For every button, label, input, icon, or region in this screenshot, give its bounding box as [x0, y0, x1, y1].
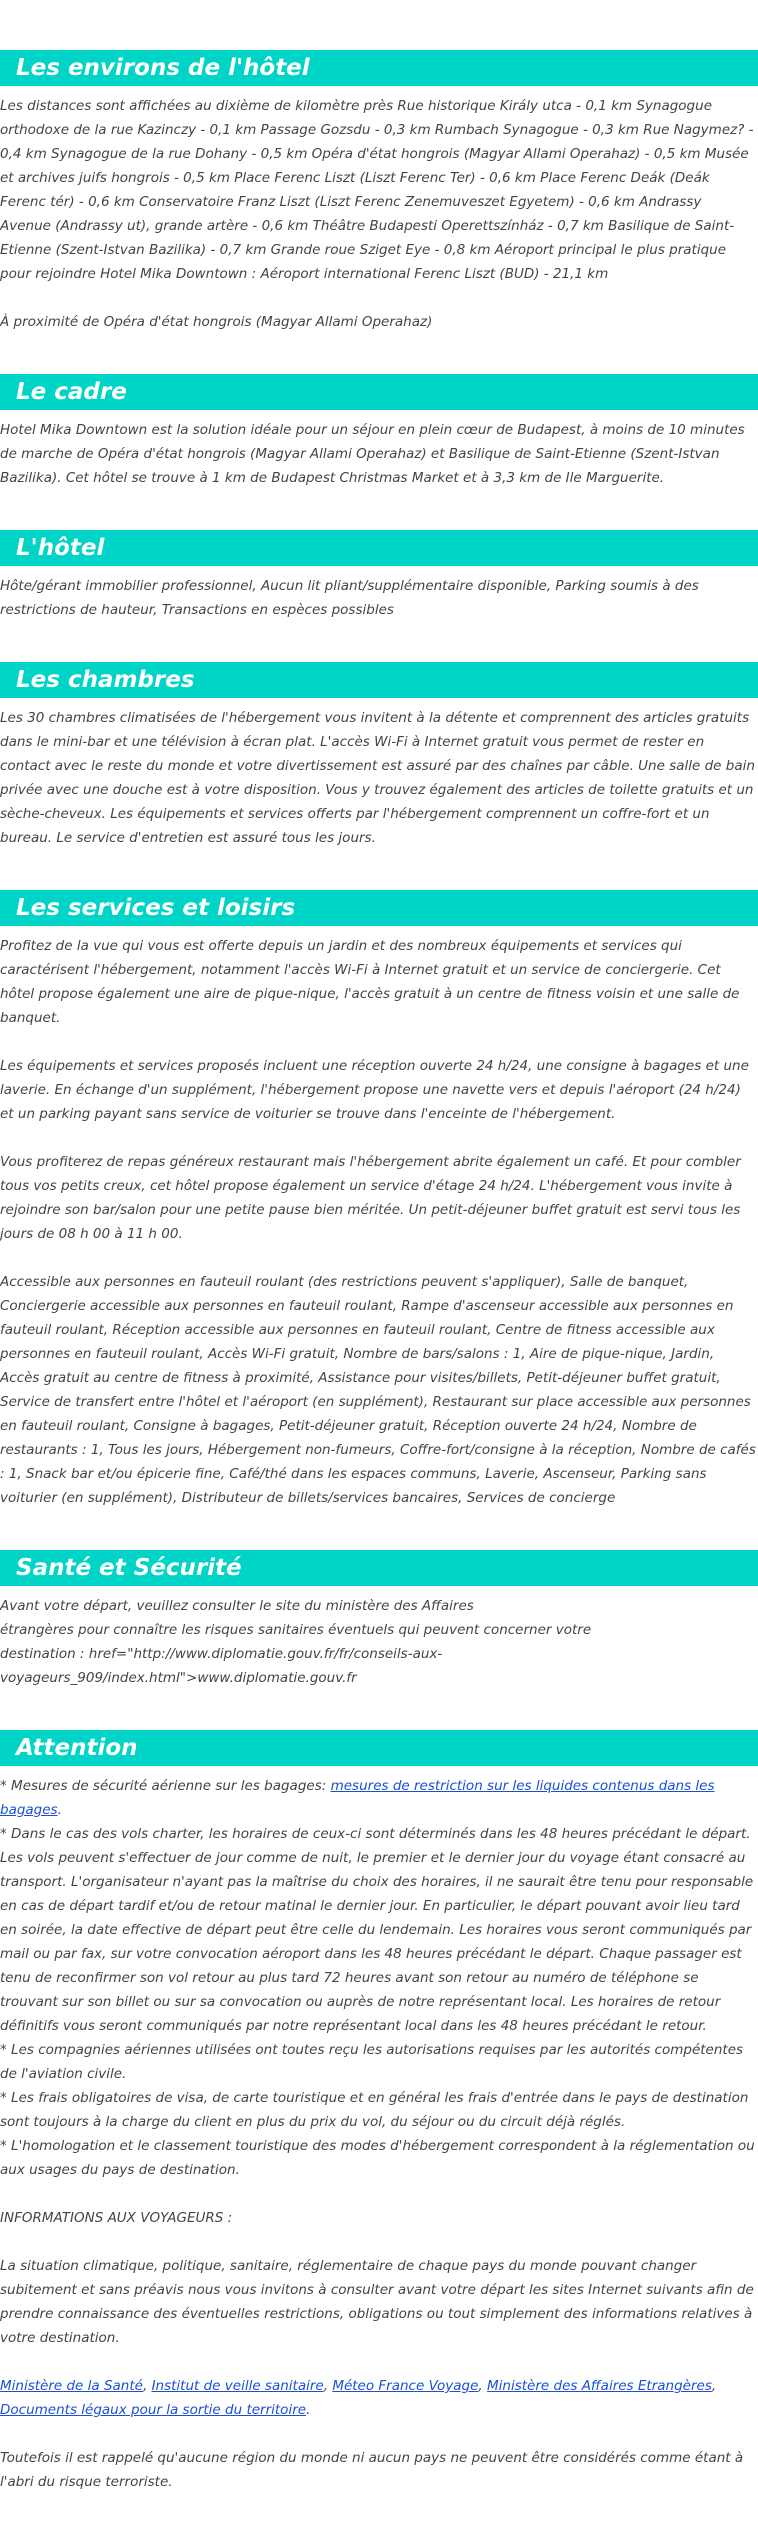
section-environs: [0, 50, 758, 334]
attention-bullet-visa: * Les frais obligatoires de visa, de carte touristique et en général les frais d'entrée dans le pays de destination sont toujours à la charge du client en plus du prix du vol, du séjour ou du circuit déjà réglés.: [0, 2090, 749, 2130]
link-ministere-sante[interactable]: Ministère de la Santé: [0, 2378, 143, 2394]
terrorism-notice: Toutefois il est rappelé qu'aucune région du monde ni aucun pays ne peuvent être considérés comme étant à l'abri du risque terroriste.: [0, 2450, 744, 2490]
section-services: [0, 890, 758, 1510]
environs-proximity-text: À proximité de Opéra d'état hongrois (Magyar Allami Operahaz): [0, 314, 433, 330]
services-text-1: Profitez de la vue qui vous est offerte depuis un jardin et des nombreux équipements et services qui caractérisent l'hébergement, notamment l'accès Wi-Fi à Internet gratuit et un service de conciergerie. Cet hôtel propose également une aire de pique-nique, l'accès gratuit à un centre de fitness voisin et une salle de banquet.: [0, 938, 740, 1026]
attention-bullet-homologation: * L'homologation et le classement touristique des modes d'hébergement correspondent à la réglementation ou aux usages du pays de destination.: [0, 2138, 755, 2178]
info-voyageurs-title: INFORMATIONS AUX VOYAGEURS :: [0, 2210, 233, 2226]
section-attention: [0, 1730, 758, 2494]
attention-bullet-charter: * Dans le cas des vols charter, les horaires de ceux-ci sont déterminés dans les 48 heures précédant le départ. Les vols peuvent s'effectuer de jour comme de nuit, le premier et le dernier jour du voyage étant consacré au transport. L'organisateur n'ayant pas la maîtrise du choix des horaires, il ne saurait être tenu pour responsable en cas de départ tardif et/ou de retour matinal le dernier jour. En particulier, le départ pouvant avoir lieu tard en soirée, la date effective de départ peut être celle du lendemain. Les horaires vous seront communiqués par mail ou par fax, sur votre convocation aéroport dans les 48 heures précédant le départ. Chaque passager est tenu de reconfirmer son vol retour au plus tard 72 heures avant son retour au numéro de téléphone se trouvant sur son billet ou sur sa convocation ou auprès de notre représentant local. Les horaires de retour définitifs vous seront communiqués par notre représentant local dans les 48 heures précédant le retour.: [0, 1826, 754, 2034]
link-institut-veille[interactable]: Institut de veille sanitaire: [151, 2378, 324, 2394]
section-title-sante: Santé et Sécurité: [0, 1550, 758, 1586]
liquids-restriction-link[interactable]: mesures de restriction sur les liquides contenus dans les bagages: [0, 1778, 715, 1818]
attention-bullet-airlines: * Les compagnies aériennes utilisées ont toutes reçu les autorisations requises par les autorités compétentes de l'aviation civile.: [0, 2042, 744, 2082]
links-separator: ,: [142, 2378, 152, 2394]
link-documents-legaux[interactable]: Documents légaux pour la sortie du territoire: [0, 2402, 307, 2418]
services-amenities-list: Accessible aux personnes en fauteuil roulant (des restrictions peuvent s'appliquer), Salle de banquet, Conciergerie accessible aux personnes en fauteuil roulant, Rampe d'ascenseur accessible aux personnes en fauteuil roulant, Réception accessible aux personnes en fauteuil roulant, Centre de fitness accessible aux personnes en fauteuil roulant, Accès Wi-Fi gratuit, Nombre de bars/salons : 1, Aire de pique-nique, Jardin, Accès gratuit au centre de fitness à proximité, Assistance pour visites/billets, Petit-déjeuner buffet gratuit, Service de transfert entre l'hôtel et l'aéroport (en supplément), Restaurant sur place accessible aux personnes en fauteuil roulant, Consigne à bagages, Petit-déjeuner gratuit, Réception ouverte 24 h/24, Nombre de restaurants : 1, Tous les jours, Hébergement non-fumeurs, Coffre-fort/consigne à la réception, Nombre de cafés : 1, Snack bar et/ou épicerie fine, Café/thé dans les espaces communs, Laverie, Ascenseur, Parking sans voiturier (en supplément), Distributeur de billets/services bancaires, Services de concierge: [0, 1274, 756, 1506]
section-title-attention: Attention: [0, 1730, 758, 1766]
section-title-hotel: L'hôtel: [0, 530, 758, 566]
links-separator: ,: [323, 2378, 333, 2394]
section-title-services: Les services et loisirs: [0, 890, 758, 926]
cadre-text: Hotel Mika Downtown est la solution idéale pour un séjour en plein cœur de Budapest, à moins de 10 minutes de marche de Opéra d'état hongrois (Magyar Allami Operahaz) et Basilique de Saint-Etienne (Szent-Istvan Bazilika). Cet hôtel se trouve à 1 km de Budapest Christmas Market et à 3,3 km de Ile Marguerite.: [0, 422, 745, 486]
services-text-2: Les équipements et services proposés incluent une réception ouverte 24 h/24, une consigne à bagages et une laverie. En échange d'un supplément, l'hébergement propose une navette vers et depuis l'aéroport (24 h/24) et un parking payant sans service de voiturier se trouve dans l'enceinte de l'hébergement.: [0, 1058, 749, 1122]
section-title-cadre: Le cadre: [0, 374, 758, 410]
luggage-prefix: * Mesures de sécurité aérienne sur les bagages:: [0, 1778, 331, 1794]
section-sante: [0, 1550, 758, 1690]
sante-line-3: destination : href="http://www.diplomatie.gouv.fr/fr/conseils-aux-voyageurs_909/index.html">www.diplomatie.gouv.fr: [0, 1646, 443, 1686]
hotel-text: Hôte/gérant immobilier professionnel, Aucun lit pliant/supplémentaire disponible, Parking soumis à des restrictions de hauteur, Transactions en espèces possibles: [0, 578, 699, 618]
section-chambres: [0, 662, 758, 850]
environs-distances-text: Les distances sont affichées au dixième de kilomètre près Rue historique Király utca - 0,1 km Synagogue orthodoxe de la rue Kazinczy - 0,1 km Passage Gozsdu - 0,3 km Rumbach Synagogue - 0,3 km Rue Nagymez? - 0,4 km Synagogue de la rue Dohany - 0,5 km Opéra d'état hongrois (Magyar Allami Operahaz) - 0,5 km Musée et archives juifs hongrois - 0,5 km Place Ferenc Liszt (Liszt Ferenc Ter) - 0,6 km Place Ferenc Deák (Deák Ferenc tér) - 0,6 km Conservatoire Franz Liszt (Liszt Ferenc Zenemuveszet Egyetem) - 0,6 km Andrassy Avenue (Andrassy ut), grande artère - 0,6 km Théâtre Budapesti Operettszínház - 0,7 km Basilique de Saint-Etienne (Szent-Istvan Bazilika) - 0,7 km Grande roue Sziget Eye - 0,8 km Aéroport principal le plus pratique pour rejoindre Hotel Mika Downtown : Aéroport international Ferenc Liszt (BUD) - 21,1 km: [0, 98, 754, 282]
services-text-3: Vous profiterez de repas généreux restaurant mais l'hébergement abrite également un café. Et pour combler tous vos petits creux, cet hôtel propose également un service d'étage 24 h/24. L'hébergement vous invite à rejoindre son bar/salon pour une petite pause bien méritée. Un petit-déjeuner buffet gratuit est servi tous les jours de 08 h 00 à 11 h 00.: [0, 1154, 741, 1242]
link-affaires-etrangeres[interactable]: Ministère des Affaires Etrangères: [487, 2378, 712, 2394]
info-voyageurs-text: La situation climatique, politique, sanitaire, réglementaire de chaque pays du monde pouvant changer subitement et sans préavis nous vous invitons à consulter avant votre départ les sites Internet suivants afin de prendre connaissance des éventuelles restrictions, obligations ou tout simplement des informations relatives à votre destination.: [0, 2258, 754, 2346]
attention-bullets: [0, 1774, 758, 2182]
chambres-text: Les 30 chambres climatisées de l'hébergement vous invitent à la détente et comprennent des articles gratuits dans le mini-bar et une télévision à écran plat. L'accès Wi-Fi à Internet gratuit vous permet de rester en contact avec le reste du monde et votre divertissement est assuré par des chaînes par câble. Une salle de bain privée avec une douche est à votre disposition. Vous y trouvez également des articles de toilette gratuits et un sèche-cheveux. Les équipements et services offerts par l'hébergement comprennent un coffre-fort et un bureau. Le service d'entretien est assuré tous les jours.: [0, 710, 755, 846]
links-separator: ,: [478, 2378, 488, 2394]
sante-text: [0, 1594, 758, 1690]
section-title-chambres: Les chambres: [0, 662, 758, 698]
links-end: .: [306, 2402, 311, 2418]
sante-line-1: Avant votre départ, veuillez consulter le site du ministère des Affaires: [0, 1598, 474, 1614]
links-separator: ,: [711, 2378, 717, 2394]
info-links: [0, 2374, 758, 2422]
section-hotel: [0, 530, 758, 622]
section-cadre: [0, 374, 758, 490]
attention-bullet-luggage: [0, 1774, 758, 1822]
link-meteo-france[interactable]: Méteo France Voyage: [332, 2378, 479, 2394]
sante-line-2: étrangères pour connaître les risques sanitaires éventuels qui peuvent concerner votre: [0, 1622, 592, 1638]
section-title-environs: Les environs de l'hôtel: [0, 50, 758, 86]
luggage-suffix: .: [57, 1802, 62, 1818]
